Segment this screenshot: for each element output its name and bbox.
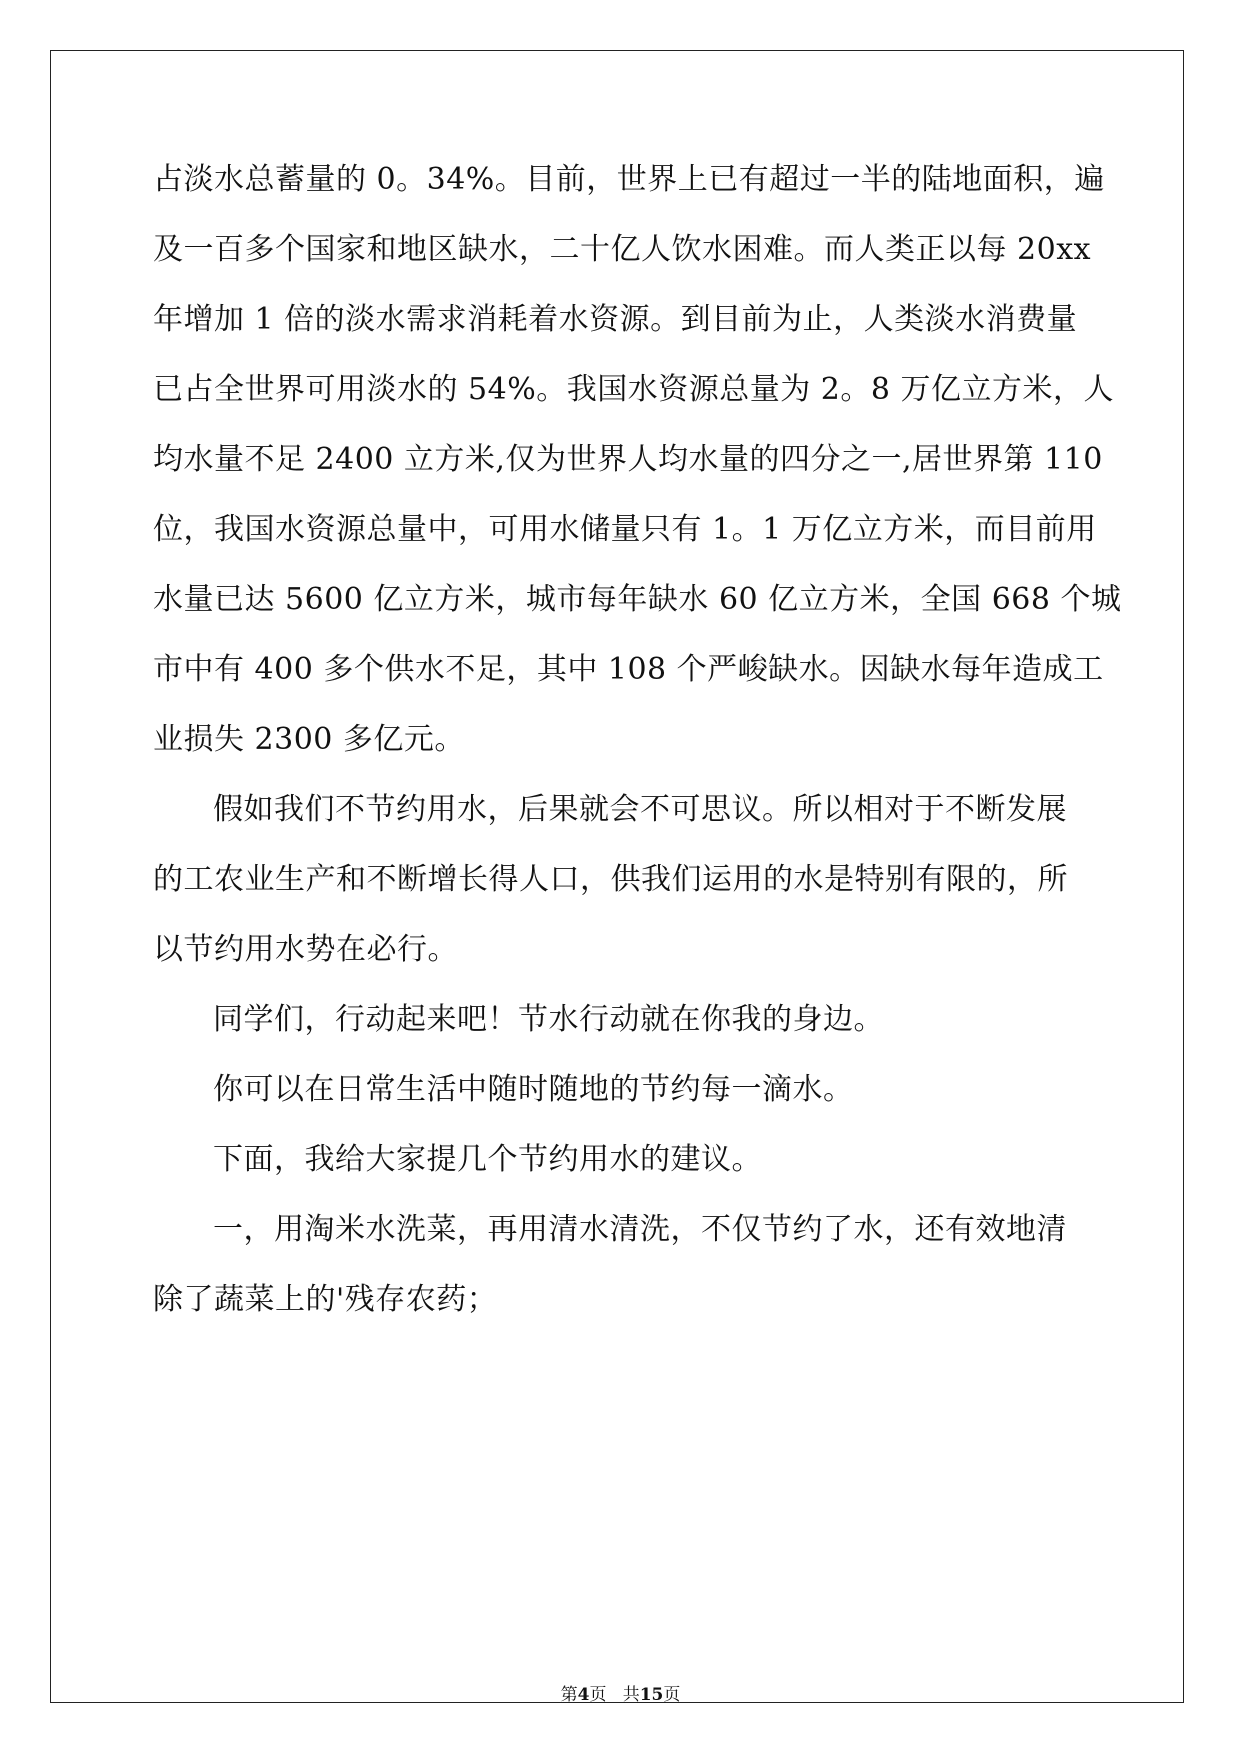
page-footer [0, 1680, 1241, 1705]
text-line: 位，我国水资源总量中，可用水储量只有 1。1 万亿立方米，而目前用 [153, 512, 1097, 547]
total-prefix: 共 [622, 1685, 640, 1705]
text-line: 假如我们不节约用水，后果就会不可思议。所以相对于不断发展 [213, 792, 1067, 827]
text-line: 已占全世界可用淡水的 54%。我国水资源总量为 2。8 万亿立方米，人 [153, 372, 1114, 407]
page-suffix: 页 [589, 1685, 607, 1705]
page-prefix: 第 [560, 1685, 578, 1705]
text-line: 及一百多个国家和地区缺水，二十亿人饮水困难。而人类正以每 20xx [153, 232, 1092, 267]
text-line: 以节约用水势在必行。 [153, 932, 458, 967]
text-line: 一，用淘米水洗菜，再用清水清洗，不仅节约了水，还有效地清 [213, 1212, 1067, 1247]
text-line: 同学们，行动起来吧！节水行动就在你我的身边。 [213, 1002, 884, 1037]
text-line: 下面，我给大家提几个节约用水的建议。 [213, 1142, 762, 1177]
text-line: 除了蔬菜上的'残存农药； [153, 1282, 498, 1317]
text-line: 占淡水总蓄量的 0。34%。目前，世界上已有超过一半的陆地面积，遍 [153, 162, 1105, 197]
text-line: 的工农业生产和不断增长得人口，供我们运用的水是特别有限的，所 [153, 862, 1068, 897]
total-pages: 15 [639, 1685, 664, 1705]
text-line: 业损失 2300 多亿元。 [153, 722, 465, 757]
text-line: 市中有 400 多个供水不足，其中 108 个严峻缺水。因缺水每年造成工 [153, 652, 1104, 687]
text-line: 年增加 1 倍的淡水需求消耗着水资源。到目前为止，人类淡水消费量 [153, 302, 1078, 337]
text-line: 均水量不足 2400 立方米,仅为世界人均水量的四分之一,居世界第 110 [153, 442, 1103, 477]
total-suffix: 页 [663, 1685, 681, 1705]
page-number: 4 [577, 1685, 590, 1705]
text-line: 你可以在日常生活中随时随地的节约每一滴水。 [213, 1072, 854, 1107]
text-line: 水量已达 5600 亿立方米，城市每年缺水 60 亿立方米，全国 668 个城 [153, 582, 1122, 617]
